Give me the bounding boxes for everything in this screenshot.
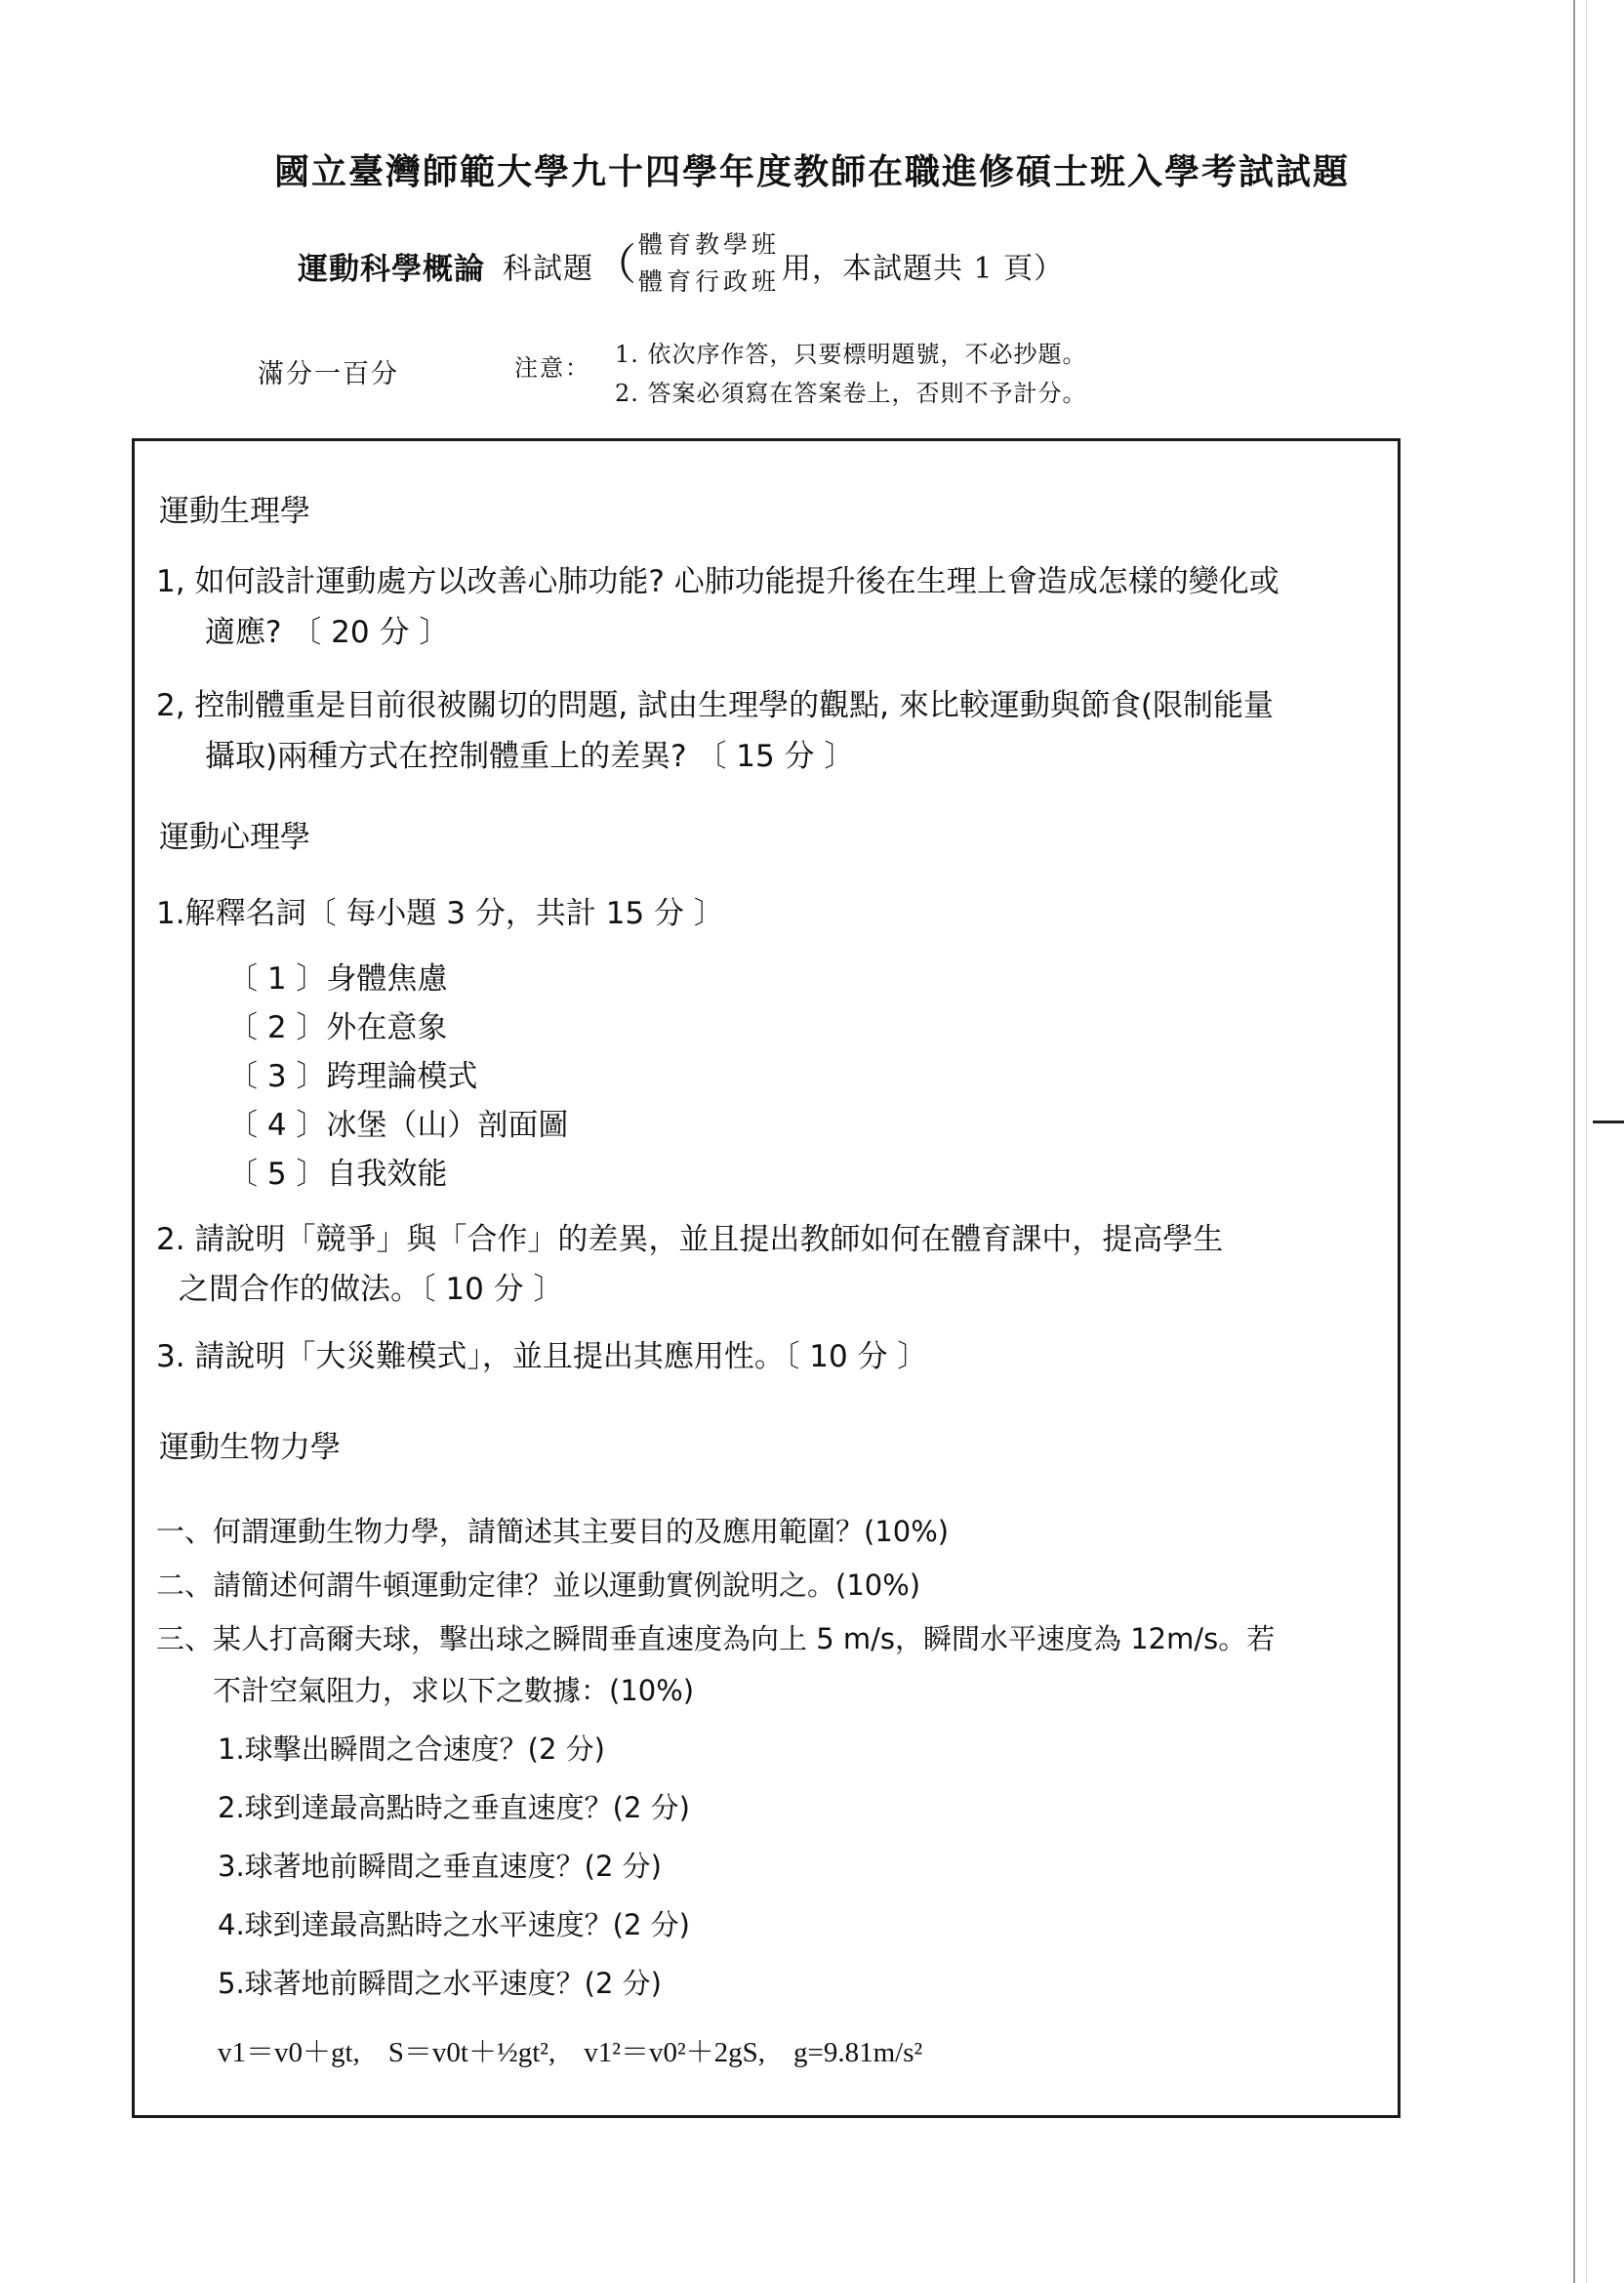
scan-edge-tick xyxy=(1593,1121,1624,1123)
sub-question: 3.球著地前瞬間之垂直速度？(2 分) xyxy=(218,1850,662,1883)
scan-edge-line xyxy=(1573,0,1575,2283)
subject-suffix: 科試題 xyxy=(503,252,593,286)
page-count-note: 用，本試題共 1 頁） xyxy=(782,252,1065,286)
physiology-q1-line1: 1, 如何設計運動處方以改善心肺功能? 心肺功能提升後在生理上會造成怎樣的變化或 xyxy=(156,564,1279,599)
class-list xyxy=(638,226,780,301)
scan-edge-line-faint xyxy=(1586,0,1587,2283)
term-item: 〔 5 〕自我效能 xyxy=(227,1157,448,1192)
class-administration: 體育行政班 xyxy=(638,267,781,296)
exam-subtitle xyxy=(298,226,1064,305)
notice-list xyxy=(615,335,1087,413)
exam-title: 國立臺灣師範大學九十四學年度教師在職進修碩士班入學考試試題 xyxy=(273,151,1350,192)
class-teaching: 體育教學班 xyxy=(638,230,781,259)
sub-question: 4.球到達最高點時之水平速度？(2 分) xyxy=(218,1908,690,1941)
physiology-q1-line2: 適應? 〔 20 分 〕 xyxy=(205,615,450,650)
biomechanics-q3-line1: 三、某人打高爾夫球，擊出球之瞬間垂直速度為向上 5 m/s，瞬間水平速度為 12m/s。若 xyxy=(156,1622,1276,1655)
section-heading-physiology: 運動生理學 xyxy=(159,494,310,529)
term-item: 〔 3 〕跨理論模式 xyxy=(227,1059,478,1094)
psychology-q2-line2: 之間合作的做法。〔 10 分 〕 xyxy=(179,1272,564,1307)
notice-item: 1. 依次序作答，只要標明題號，不必抄題。 xyxy=(615,341,1087,368)
sub-question: 1.球擊出瞬間之合速度？(2 分) xyxy=(218,1733,605,1766)
term-item: 〔 2 〕外在意象 xyxy=(227,1010,448,1045)
physiology-q2-line1: 2, 控制體重是目前很被關切的問題, 試由生理學的觀點, 來比較運動與節食(限制能量 xyxy=(156,688,1274,723)
section-heading-psychology: 運動心理學 xyxy=(159,820,310,855)
open-paren: （ xyxy=(593,240,636,290)
kinematics-formulas: v1＝v0＋gt, S＝v0t＋½gt², v1²＝v0²＋2gS, g=9.81m/s² xyxy=(218,2037,923,2068)
biomechanics-q3-line2: 不計空氣阻力，求以下之數據：(10%) xyxy=(213,1674,695,1707)
notice-label: 注意： xyxy=(514,354,590,382)
psychology-q3: 3. 請說明「大災難模式」，並且提出其應用性。〔 10 分 〕 xyxy=(156,1339,928,1374)
term-item: 〔 4 〕冰堡（山）剖面圖 xyxy=(227,1108,569,1143)
sub-question: 2.球到達最高點時之垂直速度？(2 分) xyxy=(218,1791,690,1824)
section-heading-biomechanics: 運動生物力學 xyxy=(159,1430,341,1465)
question-box xyxy=(132,438,1401,2118)
term-item: 〔 1 〕身體焦慮 xyxy=(227,961,448,997)
physiology-q2-line2: 攝取)兩種方式在控制體重上的差異? 〔 15 分 〕 xyxy=(205,739,855,774)
psychology-q1: 1.解釋名詞〔 每小題 3 分，共計 15 分 〕 xyxy=(156,896,724,931)
psychology-q2-line1: 2. 請說明「競爭」與「合作」的差異，並且提出教師如何在體育課中，提高學生 xyxy=(156,1222,1224,1257)
biomechanics-q2: 二、請簡述何謂牛頓運動定律？並以運動實例說明之。(10%) xyxy=(156,1569,921,1602)
biomechanics-q1: 一、何謂運動生物力學，請簡述其主要目的及應用範圍？(10%) xyxy=(156,1515,950,1548)
full-score: 滿分一百分 xyxy=(258,359,399,389)
notice-item: 2. 答案必須寫在答案卷上，否則不予計分。 xyxy=(615,380,1087,407)
sub-question: 5.球著地前瞬間之水平速度？(2 分) xyxy=(218,1967,662,2000)
subject-name: 運動科學概論 xyxy=(298,251,485,287)
